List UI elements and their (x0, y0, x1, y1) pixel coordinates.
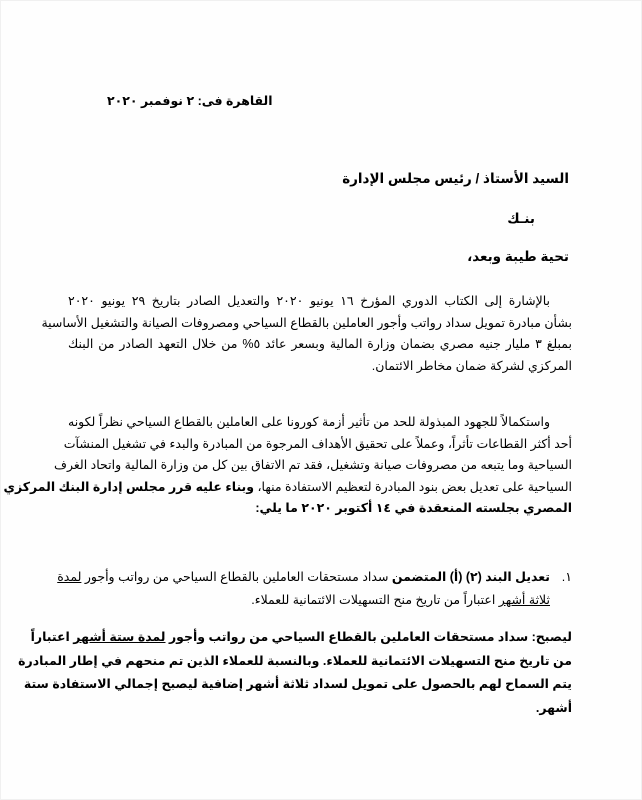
underlined-text: لمدة ستة أشهر (73, 630, 166, 644)
list-item-line (57, 566, 550, 589)
replacement-line: من تاريخ منح التسهيلات الائتمانية للعملاء. وبالنسبة للعملاء الذين تم منحهم في إطار المبادرة (18, 653, 572, 668)
replacement-line: يتم السماح لهم بالحصول على تمويل لسداد ثلاثة أشهر إضافية ليصبح إجمالي الاستفادة ستة (23, 677, 572, 691)
replacement-text: ليصبح: سداد مستحقات العاملين بالقطاع السياحي من رواتب وأجور (165, 630, 572, 644)
paragraph-line: السياحية وما يتبعه من مصروفات صيانة وتشغيل، فقد تم الاتفاق بين كل من وزارة المالية واتحاد الغرف (54, 458, 572, 472)
decision-bold-text: وبناء عليه قرر مجلس إدارة البنك المركزي (3, 479, 255, 494)
amendment-title: تعديل البند (٢) (أ) المتضمن (391, 570, 550, 584)
underlined-text: ثلاثة أشهر (498, 593, 550, 607)
paragraph-line: أحد أكثر القطاعات تأثراً، وعملاً على تحقيق الأهداف المرجوة من المبادرة والبدء في تشغيل المنشآت (63, 436, 572, 451)
date-line: القاهرة فى: ٢ نوفمبر ٢٠٢٠ (107, 94, 273, 108)
list-item-text: سداد مستحقات العاملين بالقطاع السياحي من رواتب وأجور (81, 570, 392, 584)
replacement-line: أشهر. (535, 700, 572, 715)
paragraph-line: واستكمالاً للجهود المبذولة للحد من تأثير أزمة كورونا على العاملين بالقطاع السياحي نظراً لكونه (68, 415, 550, 429)
paragraph-line: المركزي لشركة ضمان مخاطر الائتمان. (371, 358, 572, 373)
paragraph-line: بمبلغ ٣ مليار جنيه مصري بضمان وزارة المالية وبسعر عائد ٥% من خلال التعهد الصادر من البنك (68, 337, 572, 351)
list-number: ١. (561, 570, 572, 584)
replacement-line (30, 626, 572, 650)
paragraph-line: بشأن مبادرة تمويل سداد رواتب وأجور العاملين بالقطاع السياحي ومصروفات الصيانة والتشغيل الأساسية (41, 315, 572, 330)
paragraph-line (3, 477, 572, 499)
paragraph-text: السياحية على تعديل بعض بنود المبادرة لتعظيم الاستفادة منها، (254, 479, 572, 494)
list-item-line (68, 589, 550, 612)
greeting: تحية طيبة وبعد، (467, 249, 569, 264)
bank-name: بنـك (507, 211, 535, 226)
list-item-text: اعتباراً من تاريخ منح التسهيلات الائتمانية للعملاء. (251, 593, 499, 607)
paragraph-reference (41, 291, 572, 377)
replacement-clause (18, 626, 572, 720)
paragraph-line: بالإشارة إلى الكتاب الدوري المؤرخ ١٦ يونيو ٢٠٢٠ والتعديل الصادر بتاريخ ٢٩ يونيو ٢٠٢٠ (68, 294, 551, 308)
list-item-amendment (57, 566, 572, 612)
addressee: السيد الأستاذ / رئيس مجلس الإدارة (342, 171, 569, 186)
paragraph-decision (3, 412, 572, 520)
list-item-body (57, 566, 550, 612)
replacement-text: اعتباراً (30, 630, 74, 644)
decision-bold-text: المصري بجلسته المنعقدة في ١٤ أكتوبر ٢٠٢٠ ما يلي: (255, 501, 572, 515)
underlined-text: لمدة (57, 570, 82, 584)
